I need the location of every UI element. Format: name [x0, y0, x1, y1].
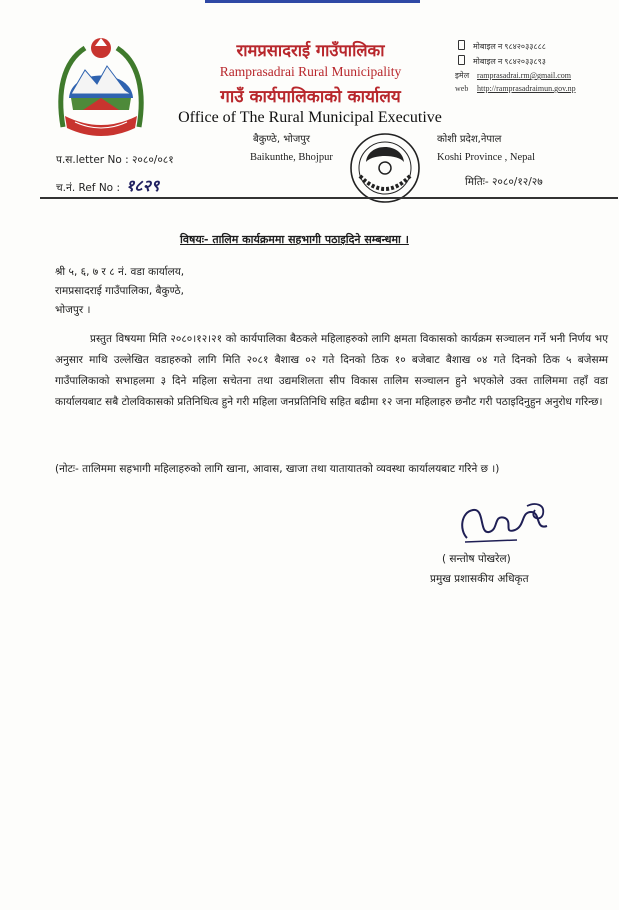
province-english: Koshi Province , Nepal — [437, 152, 535, 163]
address-nepali: बैकुण्ठे, भोजपुर — [253, 134, 311, 145]
ref-number: च.नं. Ref No : १८२९ — [56, 176, 160, 195]
addressee-block — [55, 263, 184, 320]
letter-number: प.स.letter No : २०८०/०८१ — [56, 154, 174, 166]
province-nepali: कोशी प्रदेश,नेपाल — [437, 134, 502, 145]
top-edge-line — [205, 0, 420, 3]
office-seal-stamp — [348, 132, 422, 204]
letter-date: मितिः- २०८०/१२/२७ — [465, 176, 543, 188]
signer-title: प्रमुख प्रशासकीय अधिकृत — [430, 573, 529, 585]
header-divider — [40, 197, 618, 199]
email-link[interactable]: ramprasadrai.rm@gmail.com — [477, 71, 571, 80]
letter-subject: विषयः- तालिम कार्यक्रममा सहभागी पठाइदिने सम्बन्धमा । — [180, 233, 409, 246]
addressee-line: भोजपुर । — [55, 304, 91, 316]
web-line: web http://ramprasadraimun.gov.np — [455, 84, 576, 93]
ref-number-handwritten: १८२९ — [125, 176, 160, 195]
email-line: इमेल ramprasadrai.rm@gmail.com — [455, 71, 571, 80]
municipality-name-nepali: रामप्रसादराई गाउँपालिका — [236, 41, 385, 60]
addressee-line: रामप्रसादराई गाउँपालिका, बैकुण्ठे, — [55, 285, 184, 297]
letter-note: (नोटः- तालिममा सहभागी महिलाहरुको लागि खाना, आवास, खाजा तथा यातायातको व्यवस्था कार्यालयबाट गरिने छ ।) — [55, 463, 500, 475]
address-english: Baikunthe, Bhojpur — [250, 152, 333, 163]
addressee-line: श्री ५, ६, ७ र ८ नं. वडा कार्यालय, — [55, 266, 185, 278]
web-link[interactable]: http://ramprasadraimun.gov.np — [477, 84, 576, 93]
nepal-emblem-icon — [55, 32, 147, 144]
handwritten-signature — [455, 500, 555, 548]
office-name-nepali: गाउँ कार्यपालिकाको कार्यालय — [220, 87, 401, 107]
signer-name: ( सन्तोष पोखरेल) — [442, 553, 511, 565]
phone-1: मोबाइल न ९८४२०३३८८८ — [458, 40, 546, 52]
municipality-name-english: Ramprasadrai Rural Municipality — [219, 64, 402, 79]
letter-body: प्रस्तुत विषयमा मिति २०८०।१२।२१ को कार्यपालिका बैठकले महिलाहरुको लागि क्षमता विकासको कार्यक्रम सञ्चालन गर्ने भनी निर्णय भए अनुसार माथि उल्लेखित वडाहरुको लागि मिति २०८१ बैशाख ०२ गते दिनको ठिक १० बजेबाट बैशाख ०४ गते दिनको ठिक ५ बजेसम्म गाउँपालिकाको सभाहलमा ३ दिने महिला सचेतना तथा उद्यमशिलता सीप विकास तालिम सञ्चालन हुने भएकोले उक्त तालिममा तहाँ वडा कार्यालयबाट सबै टोलविकासको प्रतिनिधित्व हुने गरी महिला जनप्रतिनिधि सहित बढीमा १२ जना महिलाहरु छनौट गरी पठाइदिनुहुन अनुरोध गरिन्छ। — [55, 333, 608, 408]
phone-icon — [458, 40, 465, 50]
signer-block — [430, 549, 570, 589]
phone-2: मोबाइल न ९८४२०३३८९३ — [458, 55, 546, 67]
office-name-english: Office of The Rural Municipal Executive — [178, 109, 442, 126]
phone-icon — [458, 55, 465, 65]
